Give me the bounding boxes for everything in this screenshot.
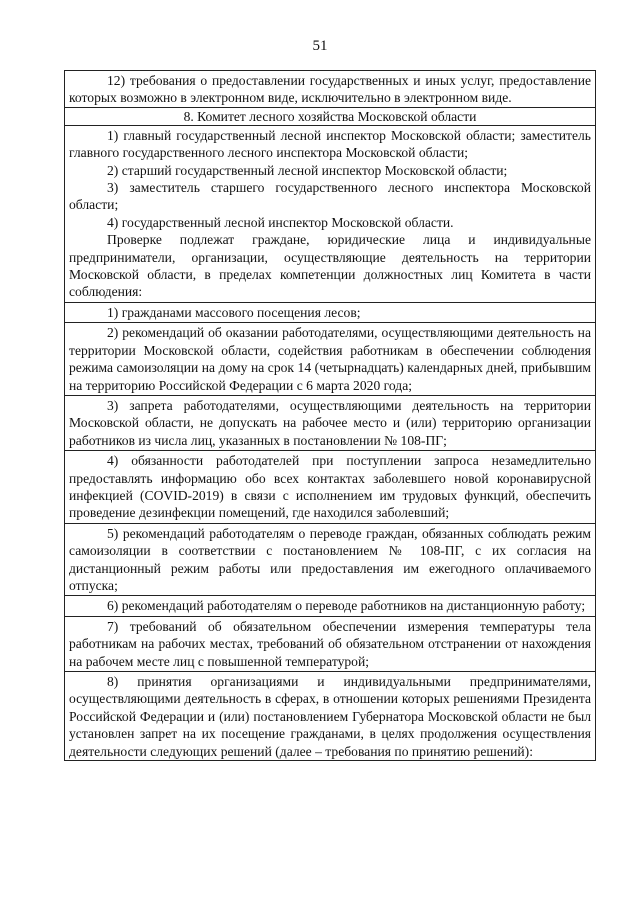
table-row-section-title	[65, 107, 595, 125]
requirement-item: 4) обязанности работодателей при поступлении запроса незамедлительно предоставлять информацию обо всех контактах заболевшего новой коронавирусной инфекцией (COVID-2019) в связи с исполнением им трудовых функций, обеспечить проведение дезинфекции помещений, где находился заболевший;	[69, 453, 591, 521]
official-item: 2) старший государственный лесной инспектор Московской области;	[107, 162, 508, 178]
official-item: 3) заместитель старшего государственного лесного инспектора Московской области;	[69, 180, 591, 213]
requirement-item: 8) принятия организациями и индивидуальными предпринимателями, осуществляющими деятельность в сферах, в отношении которых решениями Президента Российской Федерации и (или) постановлением Губернатора Московской области не был установлен запрет на их посещение гражданами, в целях продолжения осуществления деятельности следующих решений (далее – требования по принятию решений):	[69, 674, 591, 759]
divider	[65, 671, 595, 672]
divider	[65, 523, 595, 524]
divider	[65, 595, 595, 596]
divider	[65, 322, 595, 323]
table-row-section-body	[65, 125, 595, 760]
requirement-item: 6) рекомендаций работодателям о переводе работников на дистанционную работу;	[107, 598, 586, 614]
requirement-item: 5) рекомендаций работодателям о переводе граждан, обязанных соблюдать режим самоизоляции в соответствии с постановлением № 108-ПГ, с их согласия на дистанционный режим работы или предоставления им ежегодного оплачиваемого отпуска;	[69, 525, 591, 593]
page-number: 51	[312, 38, 328, 54]
paragraph-item12: 12) требования о предоставлении государственных и иных услуг, предоставление которых возможно в электронном виде, исключительно в электронном виде.	[69, 73, 591, 106]
divider	[65, 302, 595, 303]
requirement-item: 2) рекомендаций об оказании работодателями, осуществляющими деятельность на территории Московской области, содействия работникам в обеспечении соблюдения режима самоизоляции на дому на срок 14 (четырнадцать) календарных дней, прибывшим на территорию Российской Федерации с 6 марта 2020 года;	[69, 325, 591, 393]
requirement-item: 7) требований об обязательном обеспечении измерения температуры тела работникам на рабочих местах, требований об обязательном отстранении от нахождения на рабочем месте лиц с повышенной температурой;	[69, 618, 591, 669]
table-cell	[65, 126, 595, 760]
divider	[65, 616, 595, 617]
requirement-item: 1) гражданами массового посещения лесов;	[107, 304, 361, 320]
official-item: 1) главный государственный лесной инспектор Московской области; заместитель главного государственного лесного инспектора Московской области;	[69, 127, 591, 161]
document-table	[64, 70, 596, 761]
divider	[65, 395, 595, 396]
table-row-item12	[65, 71, 595, 107]
section-title: 8. Комитет лесного хозяйства Московской области	[183, 108, 477, 124]
official-item: 4) государственный лесной инспектор Московской области.	[107, 214, 454, 230]
requirement-item: 3) запрета работодателями, осуществляющими деятельность на территории Московской области, не допускать на рабочее место и (или) территорию организации работников из числа лиц, указанных в постановлении № 108-ПГ;	[69, 397, 591, 448]
divider	[65, 450, 595, 451]
table-cell	[65, 71, 595, 107]
intro-paragraph: Проверке подлежат граждане, юридические лица и индивидуальные предприниматели, организации, осуществляющие деятельность на территории Московской области, в пределах компетенции должностных лиц Комитета в части соблюдения:	[69, 232, 591, 300]
